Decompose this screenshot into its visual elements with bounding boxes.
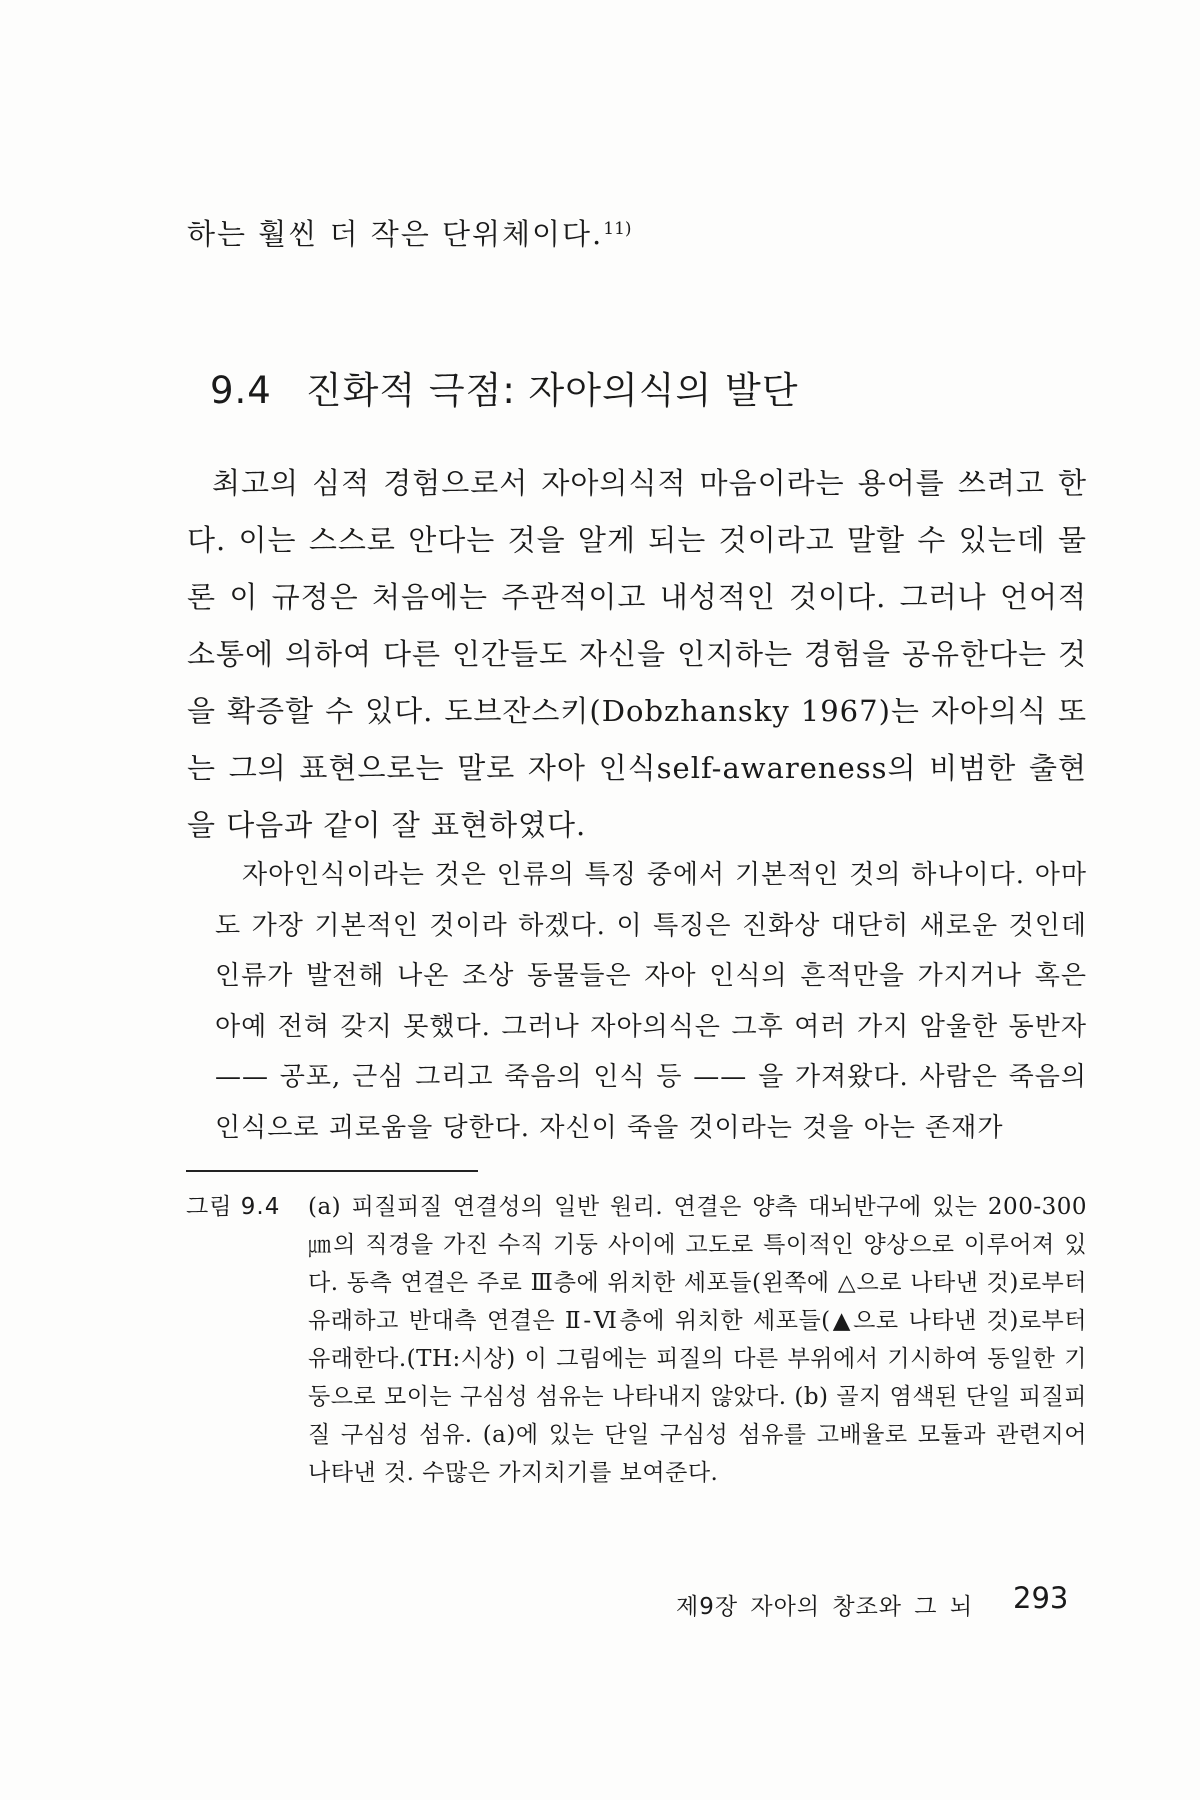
body-paragraph: 최고의 심적 경험으로서 자아의식적 마음이라는 용어를 쓰려고 한다. 이는 스스로 안다는 것을 알게 되는 것이라고 말할 수 있는데 물론 이 규정은 처음에는 주관적이고 내성적인 것이다. 그러나 언어적 소통에 의하여 다른 인간들도 자신을 인지하는 경험을 공유한다는 것을 확증할 수 있다. 도브잔스키(Dobzhansky 1967)는 자아의식 또는 그의 표현으로는 말로 자아 인식self-awareness의 비범한 출현을 다음과 같이 잘 표현하였다. [187, 466, 1087, 842]
figure-label: 그림 9.4 [186, 1194, 281, 1220]
continued-text: 하는 훨씬 더 작은 단위체이다. [187, 217, 604, 251]
continued-text-line [187, 212, 632, 253]
figure-caption-text: (a) 피질피질 연결성의 일반 원리. 연결은 양측 대뇌반구에 있는 200-300 ㎛의 직경을 가진 수직 기둥 사이에 고도로 특이적인 양상으로 이루어져 있다. 동측 연결은 주로 Ⅲ층에 위치한 세포들(왼쪽에 △으로 나타낸 것)로부터 유래하고 반대측 연결은 Ⅱ-Ⅵ층에 위치한 세포들(▲으로 나타낸 것)로부터 유래한다.(TH:시상) 이 그림에는 피질의 다른 부위에서 기시하여 동일한 기둥으로 모이는 구심성 섬유는 나타내지 않았다. (b) 골지 염색된 단일 피질피질 구심성 섬유. (a)에 있는 단일 구심성 섬유를 고배율로 모듈과 관련지어 나타낸 것. 수많은 가지치기를 보여준다. [308, 1194, 1087, 1486]
running-footer-title: 제9장 자아의 창조와 그 뇌 [676, 1594, 974, 1620]
section-number: 9.4 [210, 369, 272, 412]
section-title: 진화적 극점: 자아의식의 발단 [305, 369, 799, 412]
block-quote: 자아인식이라는 것은 인류의 특징 중에서 기본적인 것의 하나이다. 아마도 가장 기본적인 것이라 하겠다. 이 특징은 진화상 대단히 새로운 것인데 인류가 발전해 나온 조상 동물들은 자아 인식의 흔적만을 가지거나 혹은 아예 전혀 갖지 못했다. 그러나 자아의식은 그후 여러 가지 암울한 동반자 —— 공포, 근심 그리고 죽음의 인식 등 —— 을 가져왔다. 사람은 죽음의 인식으로 괴로움을 당한다. 자신이 죽을 것이라는 것을 아는 존재가 [215, 860, 1087, 1143]
caption-divider [186, 1170, 478, 1172]
footnote-reference: 11) [603, 219, 632, 239]
section-heading [210, 360, 799, 414]
page-number: 293 [1013, 1581, 1069, 1615]
